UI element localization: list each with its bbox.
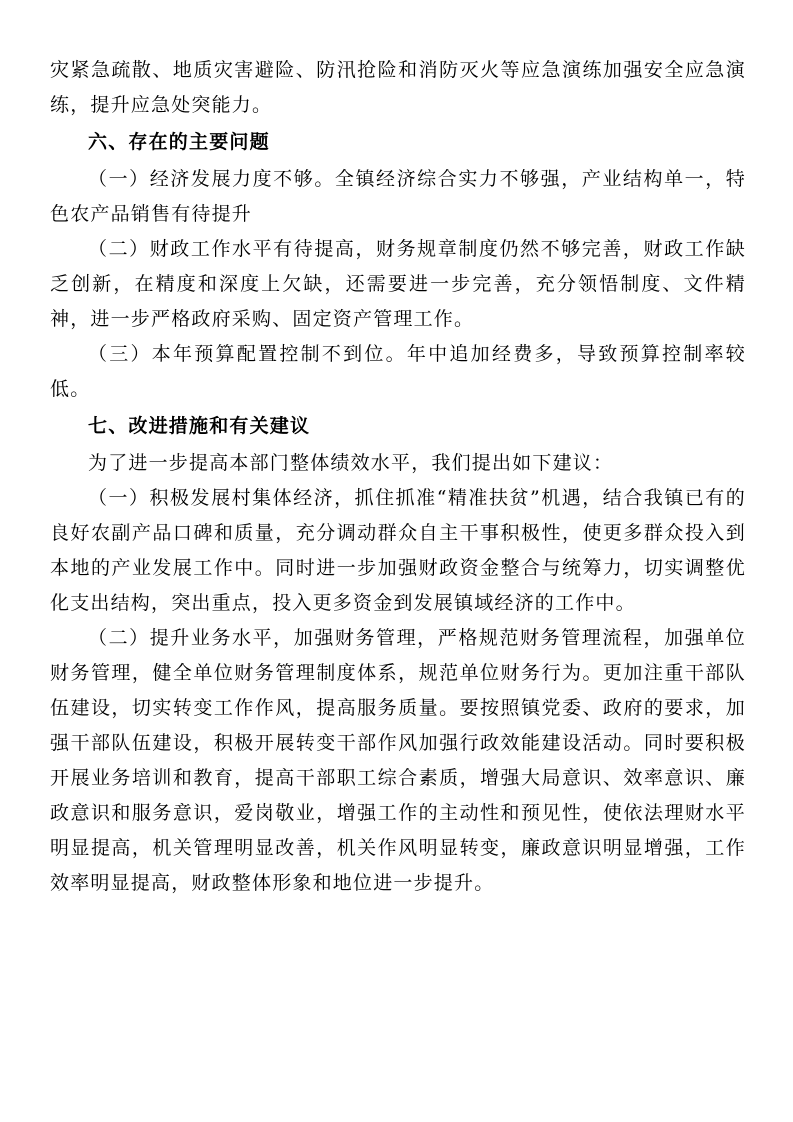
section-heading-problems: 六、存在的主要问题 — [88, 131, 270, 153]
section-heading-measures: 七、改进措施和有关建议 — [88, 415, 311, 437]
paragraph-continuation: 灾紧急疏散、地质灾害避险、防汛抢险和消防灭火等应急演练加强安全应急演练，提升应急处突能力。 — [50, 59, 746, 116]
paragraph-problem-1: （一）经济发展力度不够。全镇经济综合实力不够强，产业结构单一，特色农产品销售有待提升 — [50, 168, 746, 225]
paragraph-measures-intro: 为了进一步提高本部门整体绩效水平，我们提出如下建议： — [88, 452, 614, 474]
paragraph-measure-2: （二）提升业务水平，加强财务管理，严格规范财务管理流程，加强单位财务管理，健全单位财务管理制度体系，规范单位财务行为。更加注重干部队伍建设，切实转变工作作风，提高服务质量。要按照镇党委、政府的要求，加强干部队伍建设，积极开展转变干部作风加强行政效能建设活动。同时要积极开展业务培训和教育，提高干部职工综合素质，增强大局意识、效率意识、廉政意识和服务意识，爱岗敬业，增强工作的主动性和预见性，使依法理财水平明显提高，机关管理明显改善，机关作风明显转变，廉政意识明显增强，工作效率明显提高，财政整体形象和地位进一步提升。 — [50, 627, 746, 894]
paragraph-problem-3: （三）本年预算配置控制不到位。年中追加经费多，导致预算控制率较低。 — [50, 343, 746, 400]
document-page — [50, 53, 746, 901]
paragraph-problem-2: （二）财政工作水平有待提高，财务规章制度仍然不够完善，财政工作缺乏创新，在精度和深度上欠缺，还需要进一步完善，充分领悟制度、文件精神，进一步严格政府采购、固定资产管理工作。 — [50, 238, 746, 330]
paragraph-measure-1: （一）积极发展村集体经济，抓住抓准“精准扶贫”机遇，结合我镇已有的良好农副产品口碑和质量，充分调动群众自主干事积极性，使更多群众投入到本地的产业发展工作中。同时进一步加强财政资金整合与统筹力，切实调整优化支出结构，突出重点，投入更多资金到发展镇域经济的工作中。 — [50, 487, 746, 614]
